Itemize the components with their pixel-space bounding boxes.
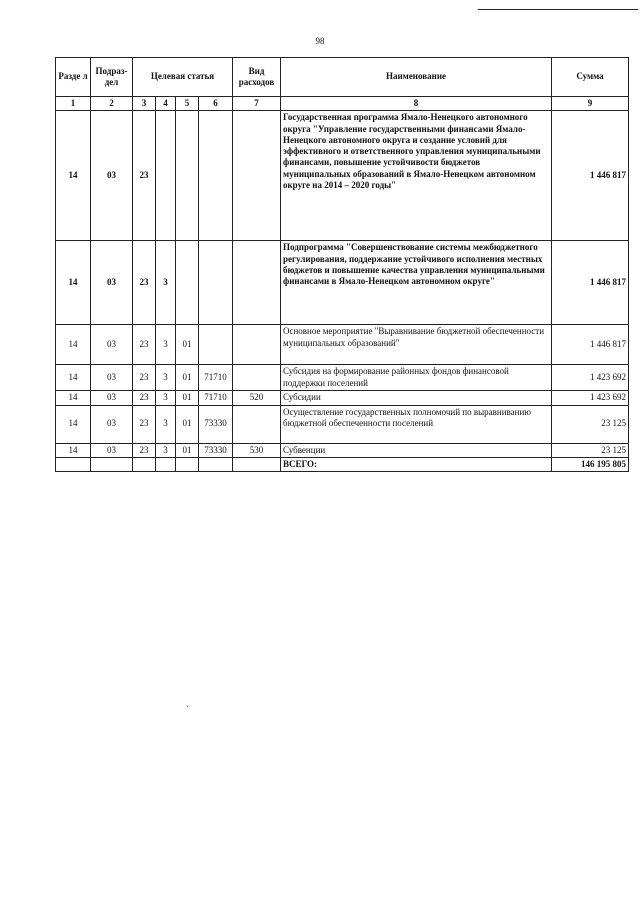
cell-celevaya-2: 3	[156, 325, 176, 365]
cell-podrazdel: 03	[91, 405, 133, 443]
cell-celevaya-4: 73330	[199, 405, 233, 443]
cell-vid: 530	[233, 443, 281, 457]
top-rule	[478, 9, 638, 10]
cell-vid	[233, 111, 281, 241]
table-row	[56, 443, 629, 457]
cell-celevaya-1: 23	[133, 365, 156, 391]
cell-podrazdel: 03	[91, 111, 133, 241]
column-number-row	[56, 97, 629, 111]
cell-razdel: 14	[56, 405, 91, 443]
cell-celevaya-4: 71710	[199, 365, 233, 391]
cell-razdel: 14	[56, 111, 91, 241]
cell-celevaya-4	[199, 111, 233, 241]
cell-sum: 23 125	[552, 443, 629, 457]
header-row	[56, 58, 629, 97]
total-label: ВСЕГО:	[281, 457, 552, 471]
cell-razdel: 14	[56, 365, 91, 391]
cell-vid	[233, 405, 281, 443]
cell-celevaya-2: 3	[156, 443, 176, 457]
table-row	[56, 325, 629, 365]
header-razdel: Разде л	[56, 58, 91, 97]
cell-celevaya-3: 01	[176, 443, 199, 457]
cell-celevaya-3: 01	[176, 405, 199, 443]
cell-celevaya-2: 3	[156, 365, 176, 391]
cell-name: Государственная программа Ямало-Ненецкого автономного округа "Управление государственными финансами Ямало-Ненецкого автономного округа и создание условий для эффективного и ответственного управления муниципальными финансами, повышение устойчивости бюджетов муниципальных образований в Ямало-Ненецком автономном округе на 2014 – 2020 годы"	[281, 111, 552, 241]
cell-celevaya-1: 23	[133, 241, 156, 325]
cell-celevaya-1: 23	[133, 443, 156, 457]
cell-celevaya-2: 3	[156, 241, 176, 325]
header-naimenovanie: Наименование	[281, 58, 552, 97]
cell-podrazdel: 03	[91, 443, 133, 457]
budget-table	[55, 57, 629, 472]
total-row	[56, 457, 629, 471]
cell-sum: 1 446 817	[552, 325, 629, 365]
column-number: 5	[176, 97, 199, 111]
header-vid-rashodov: Вид расходов	[233, 58, 281, 97]
table-row	[56, 405, 629, 443]
table-row	[56, 391, 629, 405]
cell-celevaya-3: 01	[176, 365, 199, 391]
cell-celevaya-3: 01	[176, 391, 199, 405]
cell-razdel: 14	[56, 443, 91, 457]
table-row	[56, 365, 629, 391]
header-celevaya-statya: Целевая статья	[133, 58, 233, 97]
cell-celevaya-4: 73330	[199, 443, 233, 457]
column-number: 2	[91, 97, 133, 111]
cell-celevaya-2	[156, 111, 176, 241]
cell-podrazdel: 03	[91, 391, 133, 405]
cell-vid	[233, 241, 281, 325]
cell-razdel: 14	[56, 241, 91, 325]
table-row	[56, 111, 629, 241]
total-sum: 146 195 805	[552, 457, 629, 471]
cell-sum: 1 446 817	[552, 111, 629, 241]
cell-celevaya-3: 01	[176, 325, 199, 365]
cell-name: Субсидии	[281, 391, 552, 405]
stray-mark: ˎ	[186, 698, 189, 707]
cell-celevaya-1: 23	[133, 325, 156, 365]
cell-name: Субвенции	[281, 443, 552, 457]
cell-sum: 1 446 817	[552, 241, 629, 325]
column-number: 1	[56, 97, 91, 111]
column-number: 8	[281, 97, 552, 111]
cell-name: Осуществление государственных полномочий по выравниванию бюджетной обеспеченности поселений	[281, 405, 552, 443]
cell-celevaya-4: 71710	[199, 391, 233, 405]
page-number: 98	[315, 36, 325, 46]
header-podrazdel: Подраз-дел	[91, 58, 133, 97]
cell-podrazdel: 03	[91, 365, 133, 391]
cell-celevaya-4	[199, 241, 233, 325]
cell-sum: 1 423 692	[552, 391, 629, 405]
cell-celevaya-2: 3	[156, 405, 176, 443]
cell-celevaya-2: 3	[156, 391, 176, 405]
cell-vid: 520	[233, 391, 281, 405]
cell-podrazdel: 03	[91, 241, 133, 325]
cell-sum: 23 125	[552, 405, 629, 443]
table-row	[56, 241, 629, 325]
cell-vid	[233, 325, 281, 365]
cell-razdel: 14	[56, 391, 91, 405]
cell-vid	[233, 365, 281, 391]
cell-celevaya-1: 23	[133, 405, 156, 443]
column-number: 9	[552, 97, 629, 111]
cell-celevaya-3	[176, 241, 199, 325]
column-number: 7	[233, 97, 281, 111]
cell-celevaya-3	[176, 111, 199, 241]
cell-name: Субсидия на формирование районных фондов финансовой поддержки поселений	[281, 365, 552, 391]
column-number: 6	[199, 97, 233, 111]
header-summa: Сумма	[552, 58, 629, 97]
cell-sum: 1 423 692	[552, 365, 629, 391]
cell-celevaya-4	[199, 325, 233, 365]
column-number: 4	[156, 97, 176, 111]
cell-name: Основное мероприятие "Выравнивание бюджетной обеспеченности муниципальных образований"	[281, 325, 552, 365]
cell-razdel: 14	[56, 325, 91, 365]
column-number: 3	[133, 97, 156, 111]
cell-name: Подпрограмма "Совершенствование системы межбюджетного регулирования, поддержание устойчивого исполнения местных бюджетов и повышение качества управления муниципальными финансами в Ямало-Ненецком автономном округе"	[281, 241, 552, 325]
cell-celevaya-1: 23	[133, 111, 156, 241]
cell-celevaya-1: 23	[133, 391, 156, 405]
cell-podrazdel: 03	[91, 325, 133, 365]
